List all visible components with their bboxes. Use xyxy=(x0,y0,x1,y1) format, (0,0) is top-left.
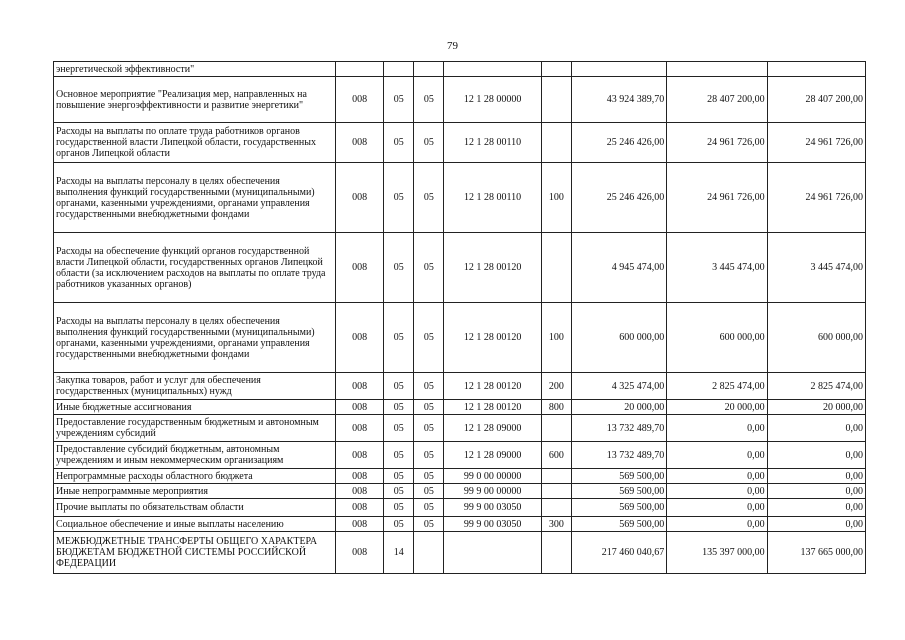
expense-type-cell xyxy=(541,123,571,163)
subsection-code-cell: 05 xyxy=(414,499,444,517)
row-name-cell: Иные непрограммные мероприятия xyxy=(54,484,336,499)
target-article-cell xyxy=(444,532,541,574)
table-row xyxy=(54,303,866,373)
amount-year-1-cell: 569 500,00 xyxy=(571,517,666,532)
table-row xyxy=(54,532,866,574)
subsection-code-cell: 05 xyxy=(414,415,444,442)
amount-year-1-cell: 4 945 474,00 xyxy=(571,233,666,303)
ministry-code-cell xyxy=(336,62,384,77)
section-code-cell: 05 xyxy=(384,233,414,303)
amount-year-2-cell: 0,00 xyxy=(667,484,767,499)
row-name-cell: Иные бюджетные ассигнования xyxy=(54,400,336,415)
amount-year-1-cell: 43 924 389,70 xyxy=(571,77,666,123)
expense-type-cell xyxy=(541,415,571,442)
amount-year-1-cell: 13 732 489,70 xyxy=(571,442,666,469)
amount-year-1-cell: 569 500,00 xyxy=(571,469,666,484)
amount-year-2-cell: 0,00 xyxy=(667,415,767,442)
budget-table-body xyxy=(54,62,866,574)
table-row xyxy=(54,77,866,123)
amount-year-2-cell: 0,00 xyxy=(667,442,767,469)
target-article-cell: 99 9 00 00000 xyxy=(444,484,541,499)
amount-year-3-cell: 0,00 xyxy=(767,484,865,499)
ministry-code-cell: 008 xyxy=(336,400,384,415)
row-name-cell: Социальное обеспечение и иные выплаты населению xyxy=(54,517,336,532)
section-code-cell: 05 xyxy=(384,303,414,373)
target-article-cell: 12 1 28 00120 xyxy=(444,400,541,415)
row-name-cell: Предоставление субсидий бюджетным, автономным учреждениям и иным некоммерческим организациям xyxy=(54,442,336,469)
subsection-code-cell: 05 xyxy=(414,469,444,484)
ministry-code-cell: 008 xyxy=(336,484,384,499)
amount-year-2-cell: 20 000,00 xyxy=(667,400,767,415)
target-article-cell: 12 1 28 00110 xyxy=(444,163,541,233)
ministry-code-cell: 008 xyxy=(336,499,384,517)
row-name-cell: Непрограммные расходы областного бюджета xyxy=(54,469,336,484)
target-article-cell: 99 9 00 03050 xyxy=(444,517,541,532)
amount-year-1-cell: 4 325 474,00 xyxy=(571,373,666,400)
subsection-code-cell: 05 xyxy=(414,123,444,163)
table-row xyxy=(54,469,866,484)
table-row xyxy=(54,163,866,233)
amount-year-2-cell: 600 000,00 xyxy=(667,303,767,373)
amount-year-3-cell: 20 000,00 xyxy=(767,400,865,415)
expense-type-cell xyxy=(541,469,571,484)
table-row xyxy=(54,233,866,303)
section-code-cell: 05 xyxy=(384,499,414,517)
ministry-code-cell: 008 xyxy=(336,373,384,400)
expense-type-cell xyxy=(541,532,571,574)
section-code-cell: 05 xyxy=(384,484,414,499)
ministry-code-cell: 008 xyxy=(336,123,384,163)
table-row xyxy=(54,442,866,469)
amount-year-3-cell: 3 445 474,00 xyxy=(767,233,865,303)
amount-year-2-cell xyxy=(667,62,767,77)
section-code-cell: 05 xyxy=(384,469,414,484)
row-name-cell: Предоставление государственным бюджетным и автономным учреждениям субсидий xyxy=(54,415,336,442)
amount-year-3-cell xyxy=(767,62,865,77)
ministry-code-cell: 008 xyxy=(336,415,384,442)
table-row xyxy=(54,499,866,517)
ministry-code-cell: 008 xyxy=(336,303,384,373)
expense-type-cell: 300 xyxy=(541,517,571,532)
amount-year-2-cell: 135 397 000,00 xyxy=(667,532,767,574)
amount-year-3-cell: 600 000,00 xyxy=(767,303,865,373)
subsection-code-cell: 05 xyxy=(414,442,444,469)
target-article-cell xyxy=(444,62,541,77)
row-name-cell: МЕЖБЮДЖЕТНЫЕ ТРАНСФЕРТЫ ОБЩЕГО ХАРАКТЕРА БЮДЖЕТАМ БЮДЖЕТНОЙ СИСТЕМЫ РОССИЙСКОЙ ФЕДЕРАЦИИ xyxy=(54,532,336,574)
row-name-cell: Расходы на выплаты персоналу в целях обеспечения выполнения функций государственными (муниципальными) органами, казенными учреждениями, органами управления государственными внебюджетными фондами xyxy=(54,163,336,233)
amount-year-1-cell: 20 000,00 xyxy=(571,400,666,415)
budget-table xyxy=(53,61,866,574)
target-article-cell: 12 1 28 00120 xyxy=(444,373,541,400)
section-code-cell: 05 xyxy=(384,415,414,442)
amount-year-2-cell: 28 407 200,00 xyxy=(667,77,767,123)
expense-type-cell xyxy=(541,62,571,77)
subsection-code-cell xyxy=(414,532,444,574)
row-name-cell: Прочие выплаты по обязательствам области xyxy=(54,499,336,517)
expense-type-cell xyxy=(541,484,571,499)
amount-year-2-cell: 2 825 474,00 xyxy=(667,373,767,400)
ministry-code-cell: 008 xyxy=(336,163,384,233)
expense-type-cell xyxy=(541,233,571,303)
subsection-code-cell: 05 xyxy=(414,303,444,373)
amount-year-1-cell: 569 500,00 xyxy=(571,499,666,517)
amount-year-3-cell: 2 825 474,00 xyxy=(767,373,865,400)
expense-type-cell: 100 xyxy=(541,163,571,233)
amount-year-2-cell: 0,00 xyxy=(667,517,767,532)
ministry-code-cell: 008 xyxy=(336,469,384,484)
amount-year-2-cell: 24 961 726,00 xyxy=(667,163,767,233)
amount-year-3-cell: 28 407 200,00 xyxy=(767,77,865,123)
row-name-cell: энергетической эффективности" xyxy=(54,62,336,77)
subsection-code-cell: 05 xyxy=(414,163,444,233)
amount-year-2-cell: 0,00 xyxy=(667,499,767,517)
section-code-cell: 05 xyxy=(384,400,414,415)
amount-year-1-cell: 217 460 040,67 xyxy=(571,532,666,574)
row-name-cell: Расходы на выплаты персоналу в целях обеспечения выполнения функций государственными (муниципальными) органами, казенными учреждениями, органами управления государственными внебюджетными фондами xyxy=(54,303,336,373)
table-row xyxy=(54,415,866,442)
amount-year-2-cell: 3 445 474,00 xyxy=(667,233,767,303)
expense-type-cell: 800 xyxy=(541,400,571,415)
ministry-code-cell: 008 xyxy=(336,442,384,469)
expense-type-cell xyxy=(541,499,571,517)
section-code-cell: 14 xyxy=(384,532,414,574)
section-code-cell: 05 xyxy=(384,163,414,233)
amount-year-3-cell: 24 961 726,00 xyxy=(767,163,865,233)
expense-type-cell xyxy=(541,77,571,123)
amount-year-3-cell: 137 665 000,00 xyxy=(767,532,865,574)
subsection-code-cell xyxy=(414,62,444,77)
amount-year-3-cell: 0,00 xyxy=(767,415,865,442)
amount-year-1-cell: 569 500,00 xyxy=(571,484,666,499)
ministry-code-cell: 008 xyxy=(336,532,384,574)
amount-year-2-cell: 0,00 xyxy=(667,469,767,484)
subsection-code-cell: 05 xyxy=(414,233,444,303)
amount-year-2-cell: 24 961 726,00 xyxy=(667,123,767,163)
section-code-cell: 05 xyxy=(384,517,414,532)
subsection-code-cell: 05 xyxy=(414,484,444,499)
target-article-cell: 12 1 28 00000 xyxy=(444,77,541,123)
ministry-code-cell: 008 xyxy=(336,77,384,123)
amount-year-3-cell: 0,00 xyxy=(767,469,865,484)
table-row xyxy=(54,62,866,77)
amount-year-1-cell: 600 000,00 xyxy=(571,303,666,373)
ministry-code-cell: 008 xyxy=(336,233,384,303)
section-code-cell: 05 xyxy=(384,77,414,123)
table-row xyxy=(54,517,866,532)
expense-type-cell: 100 xyxy=(541,303,571,373)
ministry-code-cell: 008 xyxy=(336,517,384,532)
target-article-cell: 12 1 28 00120 xyxy=(444,233,541,303)
amount-year-3-cell: 0,00 xyxy=(767,442,865,469)
row-name-cell: Основное мероприятие "Реализация мер, направленных на повышение энергоэффективности и развитие энергетики" xyxy=(54,77,336,123)
expense-type-cell: 600 xyxy=(541,442,571,469)
page-number: 79 xyxy=(447,40,458,52)
amount-year-3-cell: 0,00 xyxy=(767,499,865,517)
table-row xyxy=(54,123,866,163)
table-row xyxy=(54,373,866,400)
subsection-code-cell: 05 xyxy=(414,373,444,400)
target-article-cell: 99 0 00 00000 xyxy=(444,469,541,484)
target-article-cell: 12 1 28 00120 xyxy=(444,303,541,373)
amount-year-3-cell: 24 961 726,00 xyxy=(767,123,865,163)
row-name-cell: Расходы на обеспечение функций органов государственной власти Липецкой области, государственных органов Липецкой области (за исключением расходов на выплаты по оплате труда работников указанных органов) xyxy=(54,233,336,303)
subsection-code-cell: 05 xyxy=(414,400,444,415)
expense-type-cell: 200 xyxy=(541,373,571,400)
target-article-cell: 12 1 28 09000 xyxy=(444,415,541,442)
subsection-code-cell: 05 xyxy=(414,517,444,532)
target-article-cell: 12 1 28 00110 xyxy=(444,123,541,163)
amount-year-1-cell: 25 246 426,00 xyxy=(571,123,666,163)
amount-year-1-cell: 13 732 489,70 xyxy=(571,415,666,442)
section-code-cell: 05 xyxy=(384,373,414,400)
amount-year-3-cell: 0,00 xyxy=(767,517,865,532)
target-article-cell: 99 9 00 03050 xyxy=(444,499,541,517)
amount-year-1-cell: 25 246 426,00 xyxy=(571,163,666,233)
row-name-cell: Закупка товаров, работ и услуг для обеспечения государственных (муниципальных) нужд xyxy=(54,373,336,400)
subsection-code-cell: 05 xyxy=(414,77,444,123)
row-name-cell: Расходы на выплаты по оплате труда работников органов государственной власти Липецкой области, государственных органов Липецкой области xyxy=(54,123,336,163)
section-code-cell xyxy=(384,62,414,77)
section-code-cell: 05 xyxy=(384,123,414,163)
table-row xyxy=(54,400,866,415)
target-article-cell: 12 1 28 09000 xyxy=(444,442,541,469)
section-code-cell: 05 xyxy=(384,442,414,469)
table-row xyxy=(54,484,866,499)
amount-year-1-cell xyxy=(571,62,666,77)
